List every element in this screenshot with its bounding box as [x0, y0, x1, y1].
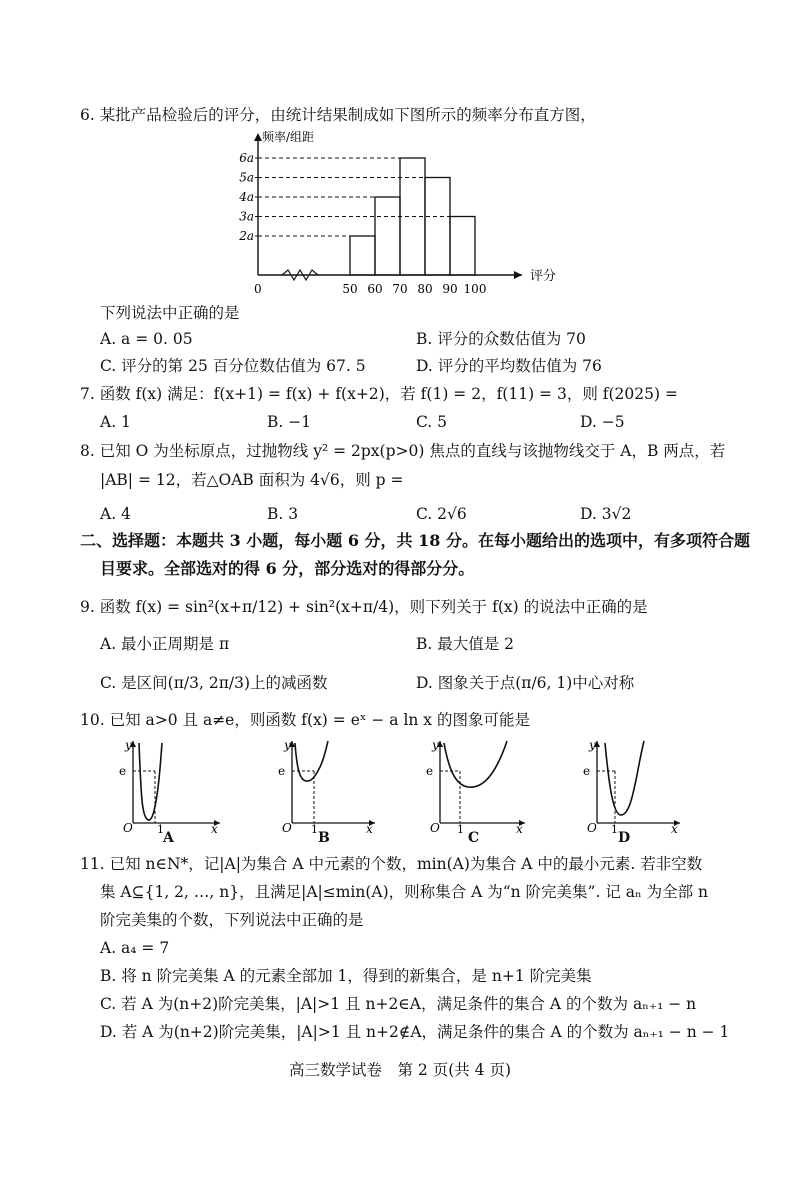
graph-c-origin-label: O [430, 821, 440, 835]
y-tick-label: 2a [239, 229, 254, 243]
graph-d-curve [605, 741, 644, 815]
x-axis-arrow [514, 271, 522, 279]
y-tick-label: 5a [239, 170, 254, 185]
graph-b-curve [295, 741, 328, 781]
histogram-chart [220, 125, 590, 295]
graph-b-x-label: x [366, 822, 373, 835]
x-tick-label: 90 [442, 282, 458, 295]
x-tick-label: 70 [392, 282, 408, 295]
graph-b-origin-label: O [282, 821, 292, 835]
q11-stem-line1: 11. 已知 n∈N*，记|A|为集合 A 中元素的个数，min(A)为集合 A 中的最小元素. 若非空数 [80, 855, 703, 873]
q8-option-c: C. 2√6 [416, 505, 467, 523]
graph-d-origin-label: O [587, 821, 597, 835]
graph-c-label: C [468, 830, 480, 846]
q7-option-d: D. −5 [580, 413, 625, 431]
histogram-y-label: 频率/组距 [262, 130, 315, 144]
histogram-bar [375, 197, 400, 275]
q11-stem-line2: 集 A⊆{1, 2, …, n}，且满足|A|≤min(A)，则称集合 A 为“n 阶完美集”. 记 aₙ 为全部 n [100, 883, 709, 901]
graph-d-label: D [618, 830, 631, 846]
y-tick-label: 4a [239, 190, 254, 204]
graph-b-e-label: e [278, 764, 286, 778]
q9-option-d: D. 图象关于点(π/6, 1)中心对称 [416, 674, 635, 692]
section2-heading-line1: 二、选择题：本题共 3 小题，每小题 6 分，共 18 分。在每小题给出的选项中，有多项符合题 [80, 531, 750, 550]
graph-a-x-label: x [211, 822, 218, 835]
histogram-x-label: 评分 [530, 269, 557, 284]
q11-option-b: B. 将 n 阶完美集 A 的元素全部加 1，得到的新集合，是 n+1 阶完美集 [100, 967, 592, 985]
q9-option-c: C. 是区间(π/3, 2π/3)上的减函数 [100, 674, 328, 692]
x-tick-label: 60 [367, 282, 383, 295]
section2-heading-line2: 目要求。全部选对的得 6 分，部分选对的得部分分。 [100, 559, 475, 578]
graph-c-curve [444, 741, 507, 787]
q11-option-d: D. 若 A 为(n+2)阶完美集，|A|>1 且 n+2∉A，满足条件的集合 A 的个数为 aₙ₊₁ − n − 1 [100, 1023, 730, 1041]
graph-b-y-label: y [284, 738, 291, 752]
q8-stem-line1: 8. 已知 O 为坐标原点，过抛物线 y² = 2px(p>0) 焦点的直线与该抛物线交于 A，B 两点，若 [80, 442, 726, 460]
x-tick-label: 50 [342, 282, 358, 295]
q6-option-b: B. 评分的众数估值为 70 [416, 330, 586, 348]
page-footer: 高三数学试卷 第 2 页(共 4 页) [288, 1061, 512, 1079]
graph-a-curve [139, 743, 162, 820]
q8-option-a: A. 4 [100, 505, 131, 523]
histogram-bar [425, 178, 450, 276]
q7-option-b: B. −1 [267, 413, 312, 431]
y-axis-arrow [254, 133, 262, 141]
y-tick-label: 3a [239, 209, 254, 224]
q6-prompt: 下列说法中正确的是 [100, 304, 240, 322]
histogram-bar [350, 236, 375, 275]
q9-stem: 9. 函数 f(x) = sin²(x+π/12) + sin²(x+π/4)，则下列关于 f(x) 的说法中正确的是 [80, 598, 648, 616]
graph-a-origin-label: O [123, 821, 133, 835]
graph-c-x-label: x [516, 822, 523, 835]
x-tick-label: 100 [463, 282, 487, 295]
q7-stem: 7. 函数 f(x) 满足：f(x+1) = f(x) + f(x+2)，若 f(1) = 2，f(11) = 3，则 f(2025) = [80, 385, 678, 403]
histogram-bar [450, 217, 475, 276]
graph-b-one-label: 1 [311, 823, 318, 835]
q9-option-a: A. 最小正周期是 π [100, 635, 230, 653]
q6-stem: 6. 某批产品检验后的评分，由统计结果制成如下图所示的频率分布直方图， [80, 106, 596, 124]
graph-d-figure [575, 735, 685, 835]
q6-option-c: C. 评分的第 25 百分位数估值为 67. 5 [100, 357, 366, 375]
q8-stem-line2: |AB| = 12，若△OAB 面积为 4√6，则 p = [100, 471, 404, 489]
graph-d-one-label: 1 [611, 823, 618, 835]
histogram-origin-label: 0 [254, 282, 262, 295]
q6-option-a: A. a = 0. 05 [100, 330, 193, 348]
q8-option-d: D. 3√2 [580, 505, 632, 523]
q8-option-b: B. 3 [267, 505, 299, 523]
graph-c-y-label: y [432, 738, 439, 752]
q9-option-b: B. 最大值是 2 [416, 635, 515, 653]
graph-b-figure [270, 735, 380, 835]
y-tick-label: 6a [239, 151, 254, 165]
graph-b-label: B [318, 830, 330, 846]
graph-a-label: A [163, 830, 174, 846]
q10-stem: 10. 已知 a>0 且 a≠e，则函数 f(x) = eˣ − a ln x 的图象可能是 [80, 711, 530, 729]
q11-option-a: A. a₄ = 7 [100, 939, 170, 957]
graph-a-y-label: y [125, 738, 132, 752]
graph-a-figure [115, 735, 225, 835]
graph-d-y-label: y [589, 738, 596, 752]
graph-a-e-label: e [119, 764, 127, 778]
q11-stem-line3: 阶完美集的个数，下列说法中正确的是 [100, 911, 364, 929]
q6-option-d: D. 评分的平均数估值为 76 [416, 357, 602, 375]
graph-c-figure [420, 735, 530, 835]
q7-option-c: C. 5 [416, 413, 448, 431]
q7-option-a: A. 1 [100, 413, 131, 431]
graph-d-e-label: e [583, 764, 591, 778]
q11-option-c: C. 若 A 为(n+2)阶完美集，|A|>1 且 n+2∈A，满足条件的集合 A 的个数为 aₙ₊₁ − n [100, 995, 697, 1013]
graph-c-e-label: e [426, 764, 434, 778]
graph-c-one-label: 1 [457, 823, 464, 835]
graph-d-x-label: x [671, 822, 678, 835]
x-tick-label: 80 [417, 282, 433, 295]
graph-a-one-label: 1 [157, 823, 164, 835]
